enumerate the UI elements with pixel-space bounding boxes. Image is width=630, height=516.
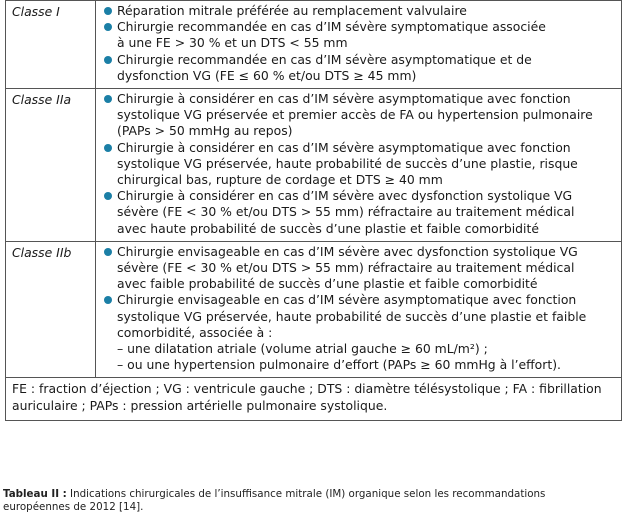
class-row	[6, 1, 622, 89]
recommendation-item	[103, 188, 617, 237]
recommendation-line: à une FE > 30 % et un DTS < 55 mm	[117, 35, 348, 51]
recommendations-cell	[96, 1, 622, 89]
recommendation-line: sévère (FE < 30 % et/ou DTS > 55 mm) réfractaire au traitement médical	[117, 204, 575, 220]
recommendation-line: Chirurgie envisageable en cas d’IM sévère avec dysfonction systolique VG	[117, 243, 578, 259]
recommendation-item	[103, 292, 617, 373]
bullet-dot-icon	[104, 144, 112, 152]
table-caption	[3, 488, 625, 514]
recommendation-line: systolique VG préservée, haute probabilité de succès d’une plastie, risque	[117, 155, 578, 171]
recommendations-cell	[96, 89, 622, 242]
recommendation-item	[103, 244, 617, 293]
recommendation-line: Chirurgie à considérer en cas d’IM sévère asymptomatique avec fonction	[117, 139, 571, 155]
recommendation-line: (PAPs > 50 mmHg au repos)	[117, 123, 293, 139]
recommendations-cell	[96, 241, 622, 378]
recommendation-line: Réparation mitrale préférée au remplacement valvulaire	[117, 3, 467, 18]
recommendation-line: comorbidité, associée à :	[117, 324, 273, 340]
bullet-dot-icon	[104, 23, 112, 31]
recommendation-line: Chirurgie recommandée en cas d’IM sévère symptomatique associée	[117, 19, 546, 35]
recommendations-table-wrapper	[5, 0, 622, 421]
caption-text: Indications chirurgicales de l’insuffisance mitrale (IM) organique selon les recommandations	[66, 488, 546, 500]
abbreviations-footnote	[6, 378, 622, 420]
caption-line-2: européennes de 2012 [14].	[3, 501, 144, 513]
bullet-dot-icon	[104, 248, 112, 256]
recommendation-item	[103, 140, 617, 189]
recommendation-line: Chirurgie à considérer en cas d’IM sévère avec dysfonction systolique VG	[117, 188, 573, 204]
table-body	[6, 1, 622, 421]
recommendation-item	[103, 91, 617, 140]
caption-label: Tableau II :	[3, 488, 67, 500]
recommendation-line: Chirurgie envisageable en cas d’IM sévère asymptomatique avec fonction	[117, 292, 577, 308]
class-label: Classe IIb	[12, 244, 72, 260]
recommendation-item	[103, 3, 617, 19]
bullet-dot-icon	[104, 7, 112, 15]
bullet-dot-icon	[104, 192, 112, 200]
recommendation-line: avec haute probabilité de succès d’une plastie et faible comorbidité	[117, 220, 539, 236]
recommendation-item	[103, 19, 617, 51]
recommendation-line: Chirurgie à considérer en cas d’IM sévère asymptomatique avec fonction	[117, 91, 571, 107]
recommendation-line: Chirurgie recommandée en cas d’IM sévère asymptomatique et de	[117, 51, 532, 67]
recommendation-line: avec faible probabilité de succès d’une plastie et faible comorbidité	[117, 276, 538, 292]
footnote-row	[6, 378, 622, 420]
class-label-cell	[6, 1, 96, 89]
class-label-cell	[6, 241, 96, 378]
recommendation-line: dysfonction VG (FE ≤ 60 % et/ou DTS ≥ 45 mm)	[117, 67, 417, 83]
class-label-cell	[6, 89, 96, 242]
footnote-line: FE : fraction d’éjection ; VG : ventricule gauche ; DTS : diamètre télésystolique ; FA : fibrillation	[12, 381, 602, 397]
recommendation-line: sévère (FE < 30 % et/ou DTS > 55 mm) réfractaire au traitement médical	[117, 260, 575, 276]
recommendation-sub-line: – une dilatation atriale (volume atrial gauche ≥ 60 mL/m²) ;	[117, 341, 488, 357]
caption-line-1	[3, 488, 625, 501]
recommendation-line: chirurgical bas, rupture de cordage et DTS ≥ 40 mm	[117, 172, 443, 188]
class-label: Classe IIa	[12, 92, 72, 108]
recommendation-item	[103, 52, 617, 84]
bullet-dot-icon	[104, 95, 112, 103]
class-label: Classe I	[12, 4, 60, 19]
class-row	[6, 89, 622, 242]
recommendations-table	[5, 0, 622, 421]
recommendation-line: systolique VG préservée, haute probabilité de succès d’une plastie et faible	[117, 308, 587, 324]
bullet-dot-icon	[104, 296, 112, 304]
footnote-line: auriculaire ; PAPs : pression artérielle pulmonaire systolique.	[12, 397, 388, 413]
recommendation-line: systolique VG préservée et premier accès de FA ou hypertension pulmonaire	[117, 107, 593, 123]
bullet-dot-icon	[104, 56, 112, 64]
recommendation-sub-line: – ou une hypertension pulmonaire d’effort (PAPs ≥ 60 mmHg à l’effort).	[117, 357, 561, 373]
class-row	[6, 241, 622, 378]
